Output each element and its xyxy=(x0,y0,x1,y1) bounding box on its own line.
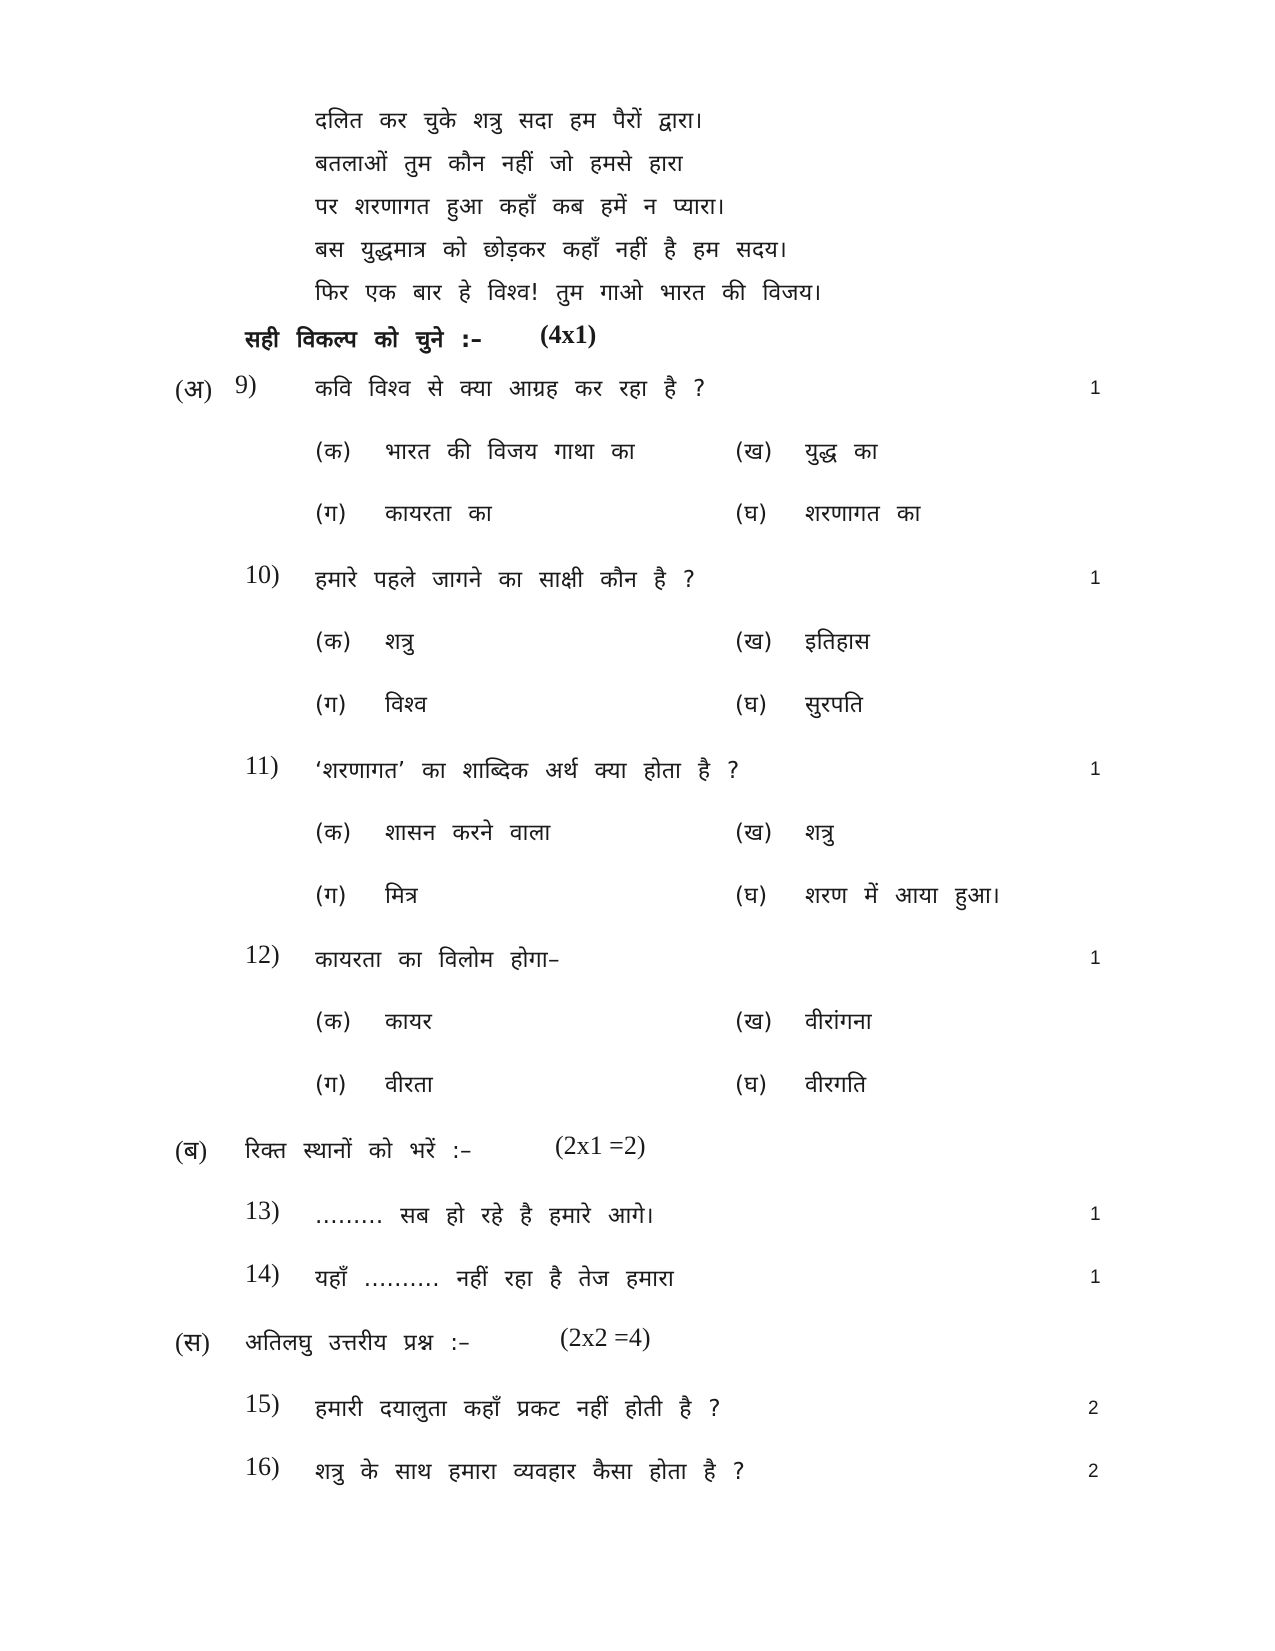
question-number: 15) xyxy=(245,1389,280,1418)
option-text: भारत की विजय गाथा का xyxy=(385,439,636,465)
question-text: हमारे पहले जागने का साक्षी कौन है ? xyxy=(315,567,696,593)
option-label: (घ) xyxy=(735,692,768,718)
question-text: ‘शरणागत’ का शाब्दिक अर्थ क्या होता है ? xyxy=(315,758,740,784)
section-marks-mcq: (4x1) xyxy=(540,320,597,349)
question-text: कवि विश्व से क्या आग्रह कर रहा है ? xyxy=(315,376,706,402)
option-label: (घ) xyxy=(735,501,768,527)
question-number: 11) xyxy=(245,751,279,780)
question-text: शत्रु के साथ हमारा व्यवहार कैसा होता है ? xyxy=(315,1459,746,1485)
option-text: वीरांगना xyxy=(805,1009,872,1035)
question-text: यहाँ .......... नहीं रहा है तेज हमारा xyxy=(315,1266,675,1292)
option-text: विश्व xyxy=(385,692,428,718)
question-text: कायरता का विलोम होगा– xyxy=(315,947,560,973)
question-marks: 1 xyxy=(1090,948,1101,969)
section-label-b: (ब) xyxy=(175,1136,208,1165)
option-label: (क) xyxy=(315,1009,352,1035)
question-number: 12) xyxy=(245,940,280,969)
poem-line: पर शरणागत हुआ कहाँ कब हमें न प्यारा। xyxy=(315,194,725,220)
question-number: 9) xyxy=(235,370,257,399)
question-number: 16) xyxy=(245,1452,280,1481)
option-text: मित्र xyxy=(385,883,419,909)
option-label: (ग) xyxy=(315,883,347,909)
question-number: 14) xyxy=(245,1259,280,1288)
poem-line: दलित कर चुके शत्रु सदा हम पैरों द्वारा। xyxy=(315,108,703,134)
question-number: 13) xyxy=(245,1196,280,1225)
question-marks: 1 xyxy=(1090,759,1101,780)
section-heading-mcq: सही विकल्प को चुने :– xyxy=(245,327,483,353)
option-label: (क) xyxy=(315,820,352,846)
option-text: युद्ध का xyxy=(805,439,878,465)
option-label: (घ) xyxy=(735,883,768,909)
poem-line: बतलाओं तुम कौन नहीं जो हमसे हारा xyxy=(315,151,684,177)
question-marks: 2 xyxy=(1088,1398,1099,1419)
section-marks-fill: (2x1 =2) xyxy=(555,1131,646,1160)
option-label: (क) xyxy=(315,629,352,655)
question-number: 10) xyxy=(245,560,280,589)
option-label: (ख) xyxy=(735,629,773,655)
option-text: इतिहास xyxy=(805,629,871,655)
section-heading-fill: रिक्त स्थानों को भरें :– xyxy=(245,1138,472,1164)
question-marks: 2 xyxy=(1088,1461,1099,1482)
option-label: (क) xyxy=(315,439,352,465)
poem-line: फिर एक बार हे विश्व! तुम गाओ भारत की विजय। xyxy=(315,280,822,306)
option-label: (ख) xyxy=(735,439,773,465)
question-marks: 1 xyxy=(1090,1267,1101,1288)
question-text: हमारी दयालुता कहाँ प्रकट नहीं होती है ? xyxy=(315,1396,721,1422)
question-marks: 1 xyxy=(1090,568,1101,589)
question-marks: 1 xyxy=(1090,378,1101,399)
section-heading-short: अतिलघु उत्तरीय प्रश्न :– xyxy=(245,1330,471,1356)
option-text: शासन करने वाला xyxy=(385,820,551,846)
poem-line: बस युद्धमात्र को छोड़कर कहाँ नहीं है हम सदय। xyxy=(315,237,788,263)
section-label-a: (अ) xyxy=(175,375,213,404)
option-text: शरणागत का xyxy=(805,501,921,527)
option-label: (ख) xyxy=(735,820,773,846)
option-text: कायरता का xyxy=(385,501,493,527)
question-marks: 1 xyxy=(1090,1204,1101,1225)
section-label-c: (स) xyxy=(175,1328,210,1357)
option-label: (घ) xyxy=(735,1072,768,1098)
option-text: शत्रु xyxy=(805,820,834,846)
option-text: शरण में आया हुआ। xyxy=(805,883,1001,909)
option-label: (ग) xyxy=(315,1072,347,1098)
section-marks-short: (2x2 =4) xyxy=(560,1323,651,1352)
option-label: (ख) xyxy=(735,1009,773,1035)
option-text: सुरपति xyxy=(805,692,864,718)
option-text: वीरगति xyxy=(805,1072,867,1098)
option-label: (ग) xyxy=(315,692,347,718)
option-label: (ग) xyxy=(315,501,347,527)
option-text: वीरता xyxy=(385,1072,434,1098)
option-text: शत्रु xyxy=(385,629,414,655)
option-text: कायर xyxy=(385,1009,433,1035)
question-text: ......... सब हो रहे है हमारे आगे। xyxy=(315,1203,654,1229)
